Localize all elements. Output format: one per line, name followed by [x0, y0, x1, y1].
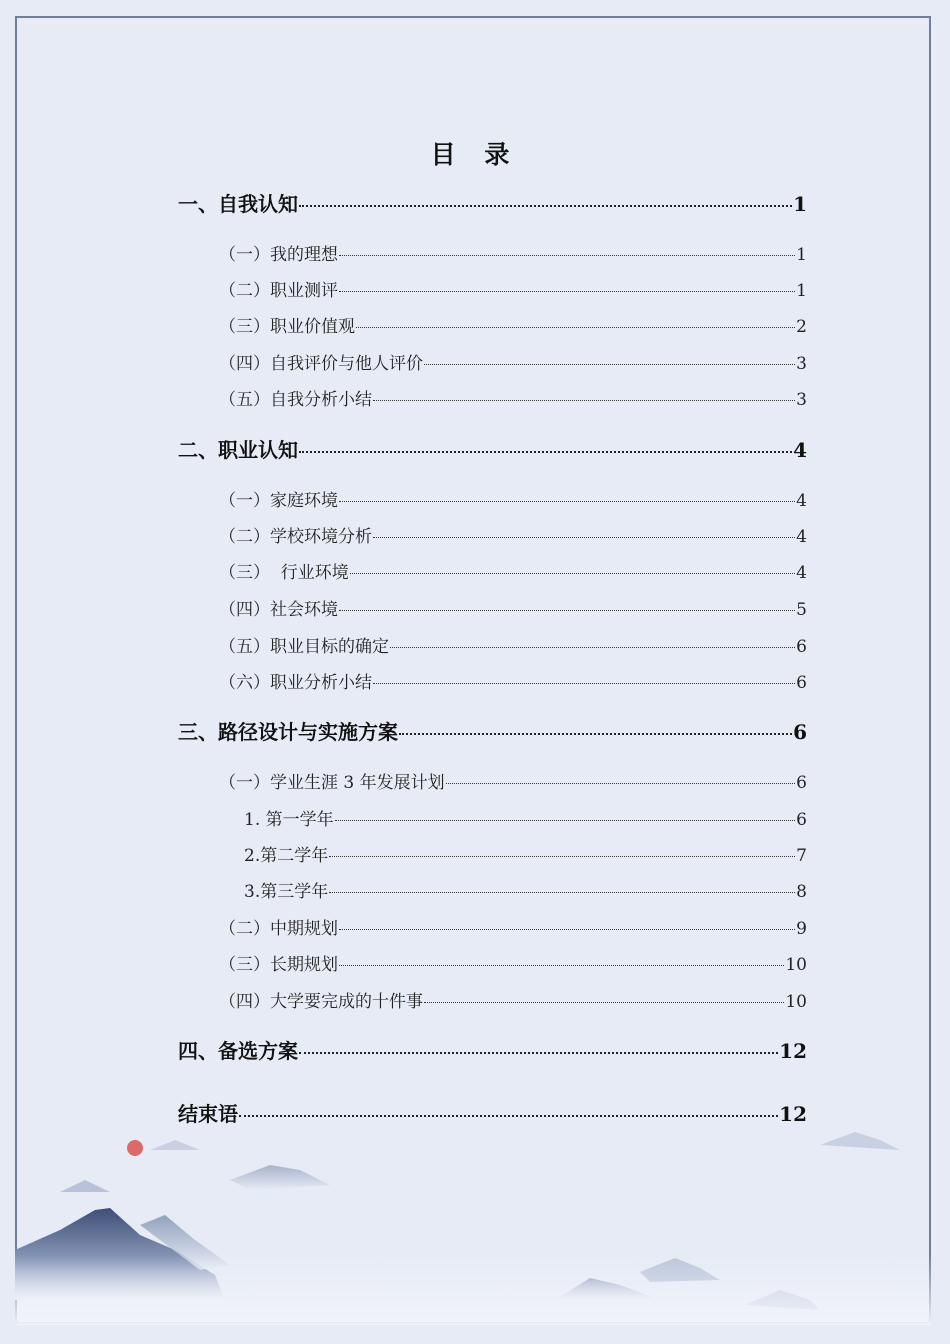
toc-entry[interactable]: 3.第三学年 8 — [244, 882, 807, 902]
toc-entry[interactable]: （四）社会环境 5 — [219, 600, 807, 620]
toc-entry[interactable]: （三） 行业环境 4 — [219, 563, 807, 583]
toc-entry[interactable]: （二）中期规划 9 — [219, 919, 807, 939]
toc-entry[interactable]: 四、备选方案 12 — [178, 1039, 807, 1063]
toc-entry[interactable]: （二）学校环境分析 4 — [219, 527, 807, 547]
toc-entry[interactable]: （四）大学要完成的十件事 10 — [219, 992, 807, 1012]
toc-entry[interactable]: 二、职业认知 4 — [178, 438, 807, 462]
toc-entry[interactable]: 1. 第一学年 6 — [244, 810, 807, 830]
toc-entry[interactable]: （三）长期规划 10 — [219, 955, 807, 975]
toc-entry[interactable]: （五）职业目标的确定 6 — [219, 637, 807, 657]
toc-entry[interactable]: （四）自我评价与他人评价 3 — [219, 354, 807, 374]
toc-entry[interactable]: （五）自我分析小结 3 — [219, 390, 807, 410]
toc-entry[interactable]: （一）家庭环境 4 — [219, 491, 807, 511]
toc-entry[interactable]: （三）职业价值观 2 — [219, 317, 807, 337]
toc-entry[interactable]: 三、路径设计与实施方案 6 — [178, 720, 807, 744]
toc-entry[interactable]: （一）我的理想 1 — [219, 245, 807, 265]
toc-entry[interactable]: 一、自我认知 1 — [178, 192, 807, 216]
toc-title: 目 录 — [430, 140, 520, 169]
toc-entry[interactable]: （二）职业测评 1 — [219, 281, 807, 301]
toc-entry[interactable]: 结束语 12 — [178, 1102, 807, 1126]
toc-entry[interactable]: （一）学业生涯 3 年发展计划 6 — [219, 773, 807, 793]
toc-entry[interactable]: （六）职业分析小结 6 — [219, 673, 807, 693]
toc-entry[interactable]: 2.第二学年 7 — [244, 846, 807, 866]
